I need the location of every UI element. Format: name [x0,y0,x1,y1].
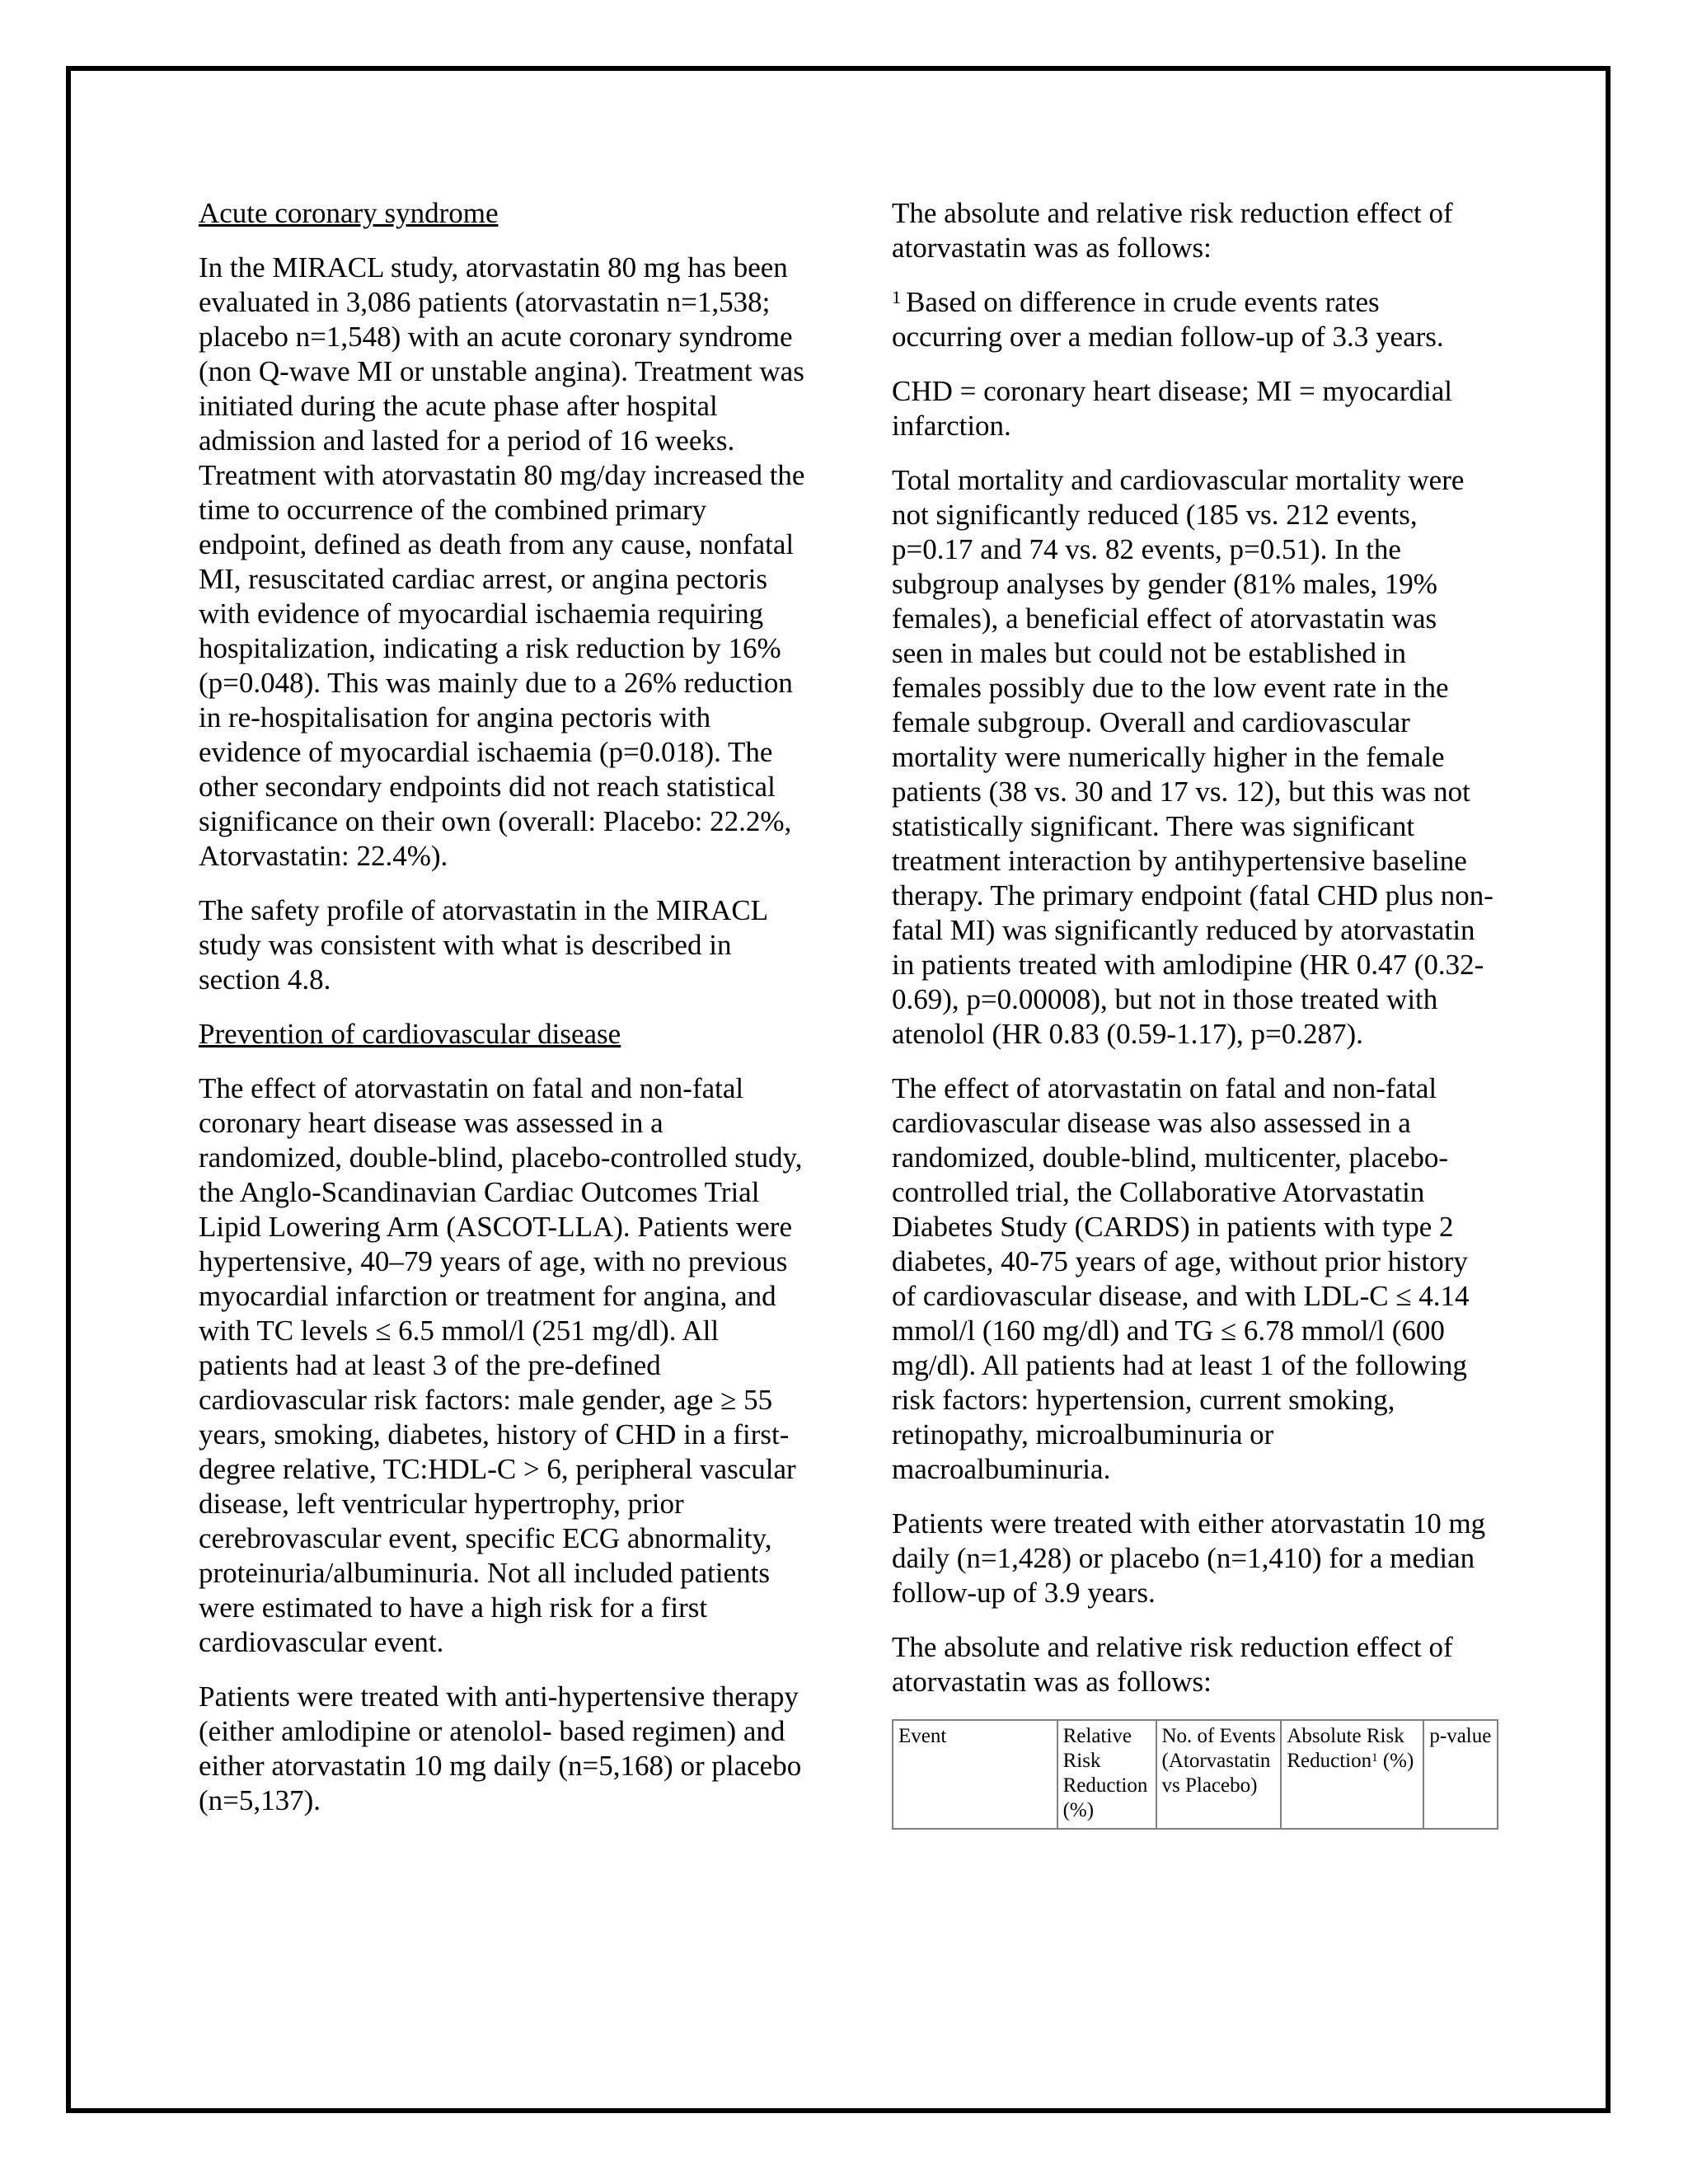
paragraph-ascot-treatment: Patients were treated with anti-hypertensive therapy (either amlodipine or atenolol- based regimen) and either atorvastatin 10 mg daily (n=5,168) or placebo (n=5,137). [199,1680,802,1816]
paragraph-cards-treatment: Patients were treated with either atorvastatin 10 mg daily (n=1,428) or placebo (n=1,410) for a median follow-up of 3.9 years. [892,1507,1486,1609]
paragraph-miracl-safety: The safety profile of atorvastatin in the MIRACL study was consistent with what is described in section 4.8. [199,894,767,996]
header-relative-risk-reduction: Relative Risk Reduction (%) [1057,1720,1156,1829]
paragraph-risk-reduction-intro-1: The absolute and relative risk reduction effect of atorvastatin was as follows: [892,197,1453,264]
absolute-footnote-marker: 1 [1372,1751,1378,1765]
right-column [892,196,1493,1830]
paragraph-ascot-lla: The effect of atorvastatin on fatal and non-fatal coronary heart disease was assessed in a randomized, double-blind, placebo-controlled study, the Anglo-Scandinavian Cardiac Outcomes Trial Lipid Lowering Arm (ASCOT-LLA). Patients were hypertensive, 40–79 years of age, with no previous myocardial infarction or treatment for angina, and with TC levels ≤ 6.5 mmol/l (251 mg/dl). All patients had at least 3 of the pre-defined cardiovascular risk factors: male gender, age ≥ 55 years, smoking, diabetes, history of CHD in a first-degree relative, TC:HDL-C > 6, peripheral vascular disease, left ventricular hypertrophy, prior cerebrovascular event, specific ECG abnormality, proteinuria/albuminuria. Not all included patients were estimated to have a high risk for a first cardiovascular event. [199,1072,803,1658]
absolute-unit: (%) [1377,1750,1414,1772]
left-column [199,196,805,1838]
footnote-crude-events [892,285,1493,354]
paragraph-miracl-study: In the MIRACL study, atorvastatin 80 mg has been evaluated in 3,086 patients (atorvastatin n=1,538; placebo n=1,548) with an acute coronary syndrome (non Q-wave MI or unstable angina). Treatment was initiated during the acute phase after hospital admission and lasted for a period of 16 weeks. Treatment with atorvastatin 80 mg/day increased the time to occurrence of the combined primary endpoint, defined as death from any cause, nonfatal MI, resuscitated cardiac arrest, or angina pectoris with evidence of myocardial ischaemia requiring hospitalization, indicating a risk reduction by 16% (p=0.048). This was mainly due to a 26% reduction in re-hospitalisation for angina pectoris with evidence of myocardial ischaemia (p=0.018). The other secondary endpoints did not reach statistical significance on their own (overall: Placebo: 22.2%, Atorvastatin: 22.4%). [199,251,805,872]
header-event: Event [893,1720,1057,1829]
absolute-label: Absolute Risk Reduction [1287,1725,1404,1772]
heading-acute-coronary-syndrome: Acute coronary syndrome [199,197,499,229]
header-p-value: p-value [1423,1720,1498,1829]
risk-reduction-table [892,1719,1498,1830]
table-header-row [893,1720,1498,1829]
footnote-marker: 1 [892,287,901,307]
paragraph-abbreviations: CHD = coronary heart disease; MI = myocardial infarction. [892,375,1452,442]
footnote-text: Based on difference in crude events rates occurring over a median follow-up of 3.3 years. [892,286,1444,353]
heading-prevention-cardiovascular: Prevention of cardiovascular disease [199,1018,621,1050]
header-number-of-events: No. of Events (Atorvastatin vs Placebo) [1156,1720,1282,1829]
header-absolute-risk-reduction [1281,1720,1423,1829]
paragraph-cards-study: The effect of atorvastatin on fatal and non-fatal cardiovascular disease was also assessed in a randomized, double-blind, multicenter, placebo-controlled trial, the Collaborative Atorvastatin Diabetes Study (CARDS) in patients with type 2 diabetes, 40-75 years of age, without prior history of cardiovascular disease, and with LDL-C ≤ 4.14 mmol/l (160 mg/dl) and TG ≤ 6.78 mmol/l (600 mg/dl). All patients had at least 1 of the following risk factors: hypertension, current smoking, retinopathy, microalbuminuria or macroalbuminuria. [892,1072,1470,1485]
paragraph-mortality-subgroups: Total mortality and cardiovascular mortality were not significantly reduced (185 vs. 212 events, p=0.17 and 74 vs. 82 events, p=0.51). In the subgroup analyses by gender (81% males, 19% females), a beneficial effect of atorvastatin was seen in males but could not be established in females possibly due to the low event rate in the female subgroup. Overall and cardiovascular mortality were numerically higher in the female patients (38 vs. 30 and 17 vs. 12), but this was not statistically significant. There was significant treatment interaction by antihypertensive baseline therapy. The primary endpoint (fatal CHD plus non-fatal MI) was significantly reduced by atorvastatin in patients treated with amlodipine (HR 0.47 (0.32-0.69), p=0.00008), but not in those treated with atenolol (HR 0.83 (0.59-1.17), p=0.287). [892,464,1493,1050]
paragraph-risk-reduction-intro-2: The absolute and relative risk reduction effect of atorvastatin was as follows: [892,1631,1453,1698]
